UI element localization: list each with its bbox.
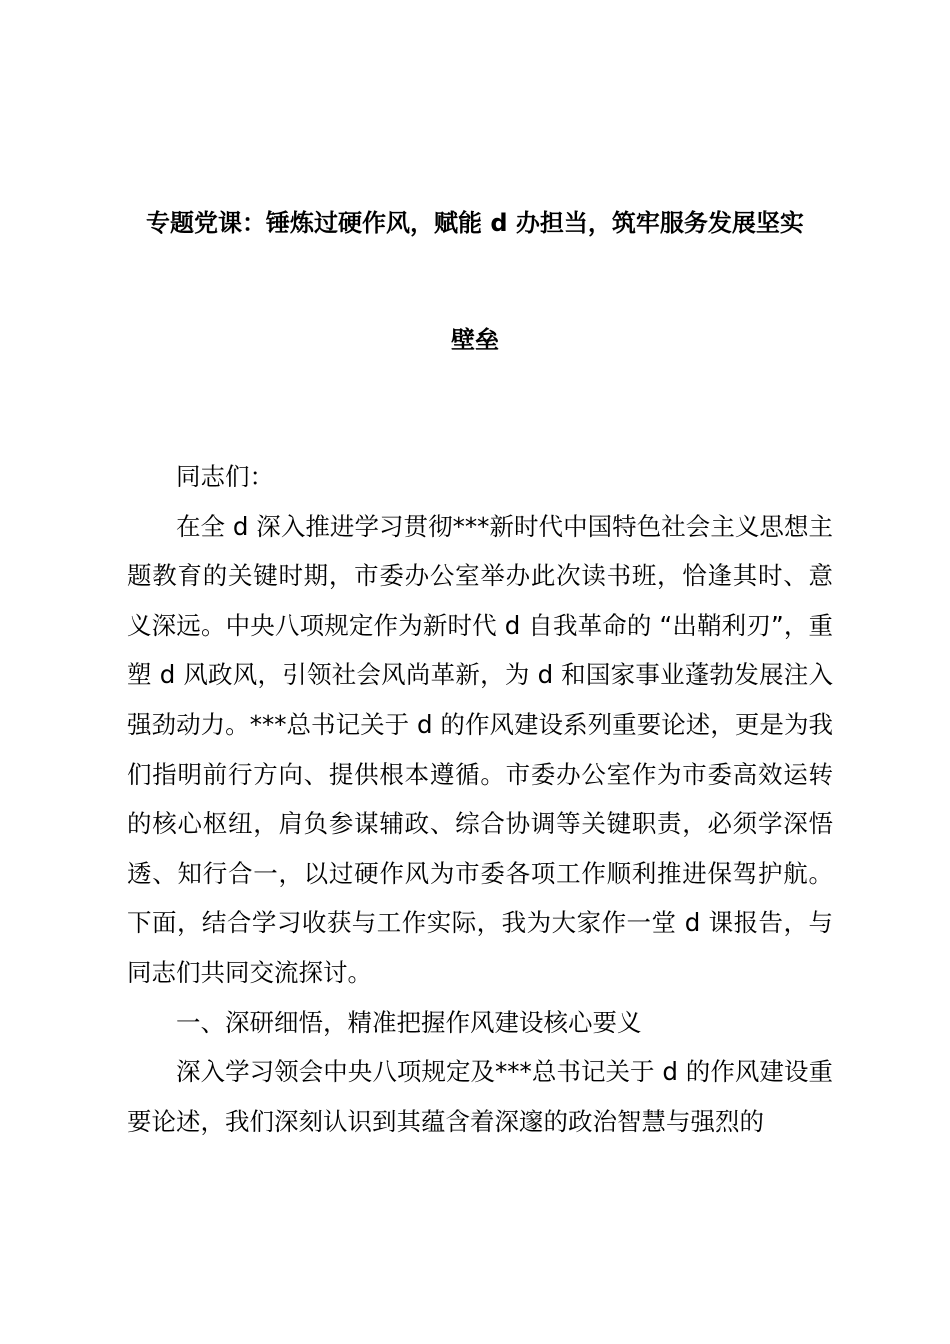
document-body [127, 452, 833, 1146]
paragraph: 深入学习领会中央八项规定及***总书记关于 d 的作风建设重要论述，我们深刻认识到其蕴含着深邃的政治智慧与强烈的 [127, 1057, 833, 1136]
paragraph: 在全 d 深入推进学习贯彻***新时代中国特色社会主义思想主题教育的关键时期，市委办公室举办此次读书班，恰逢其时、意义深远。中央八项规定作为新时代 d 自我革命的 “出鞘利刃”，重塑 d 风政风，引领社会风尚革新，为 d 和国家事业蓬勃发展注入强劲动力。***总书记关于 d 的作风建设系列重要论述，更是为我们指明前行方向、提供根本遵循。市委办公室作为市委高效运转的核心枢纽，肩负参谋辅政、综合协调等关键职责，必须学深悟透、知行合一，以过硬作风为市委各项工作顺利推进保驾护航。下面，结合学习收获与工作实际，我为大家作一堂 d 课报告，与同志们共同交流探讨。 [127, 511, 833, 987]
document-title-line-2: 壁垒 [451, 326, 499, 354]
section-heading: 一、深研细悟，精准把握作风建设核心要义 [176, 1007, 642, 1037]
salutation: 同志们： [176, 462, 274, 491]
document-title-line-1: 专题党课：锤炼过硬作风，赋能 d 办担当，筑牢服务发展坚实 [146, 209, 804, 237]
